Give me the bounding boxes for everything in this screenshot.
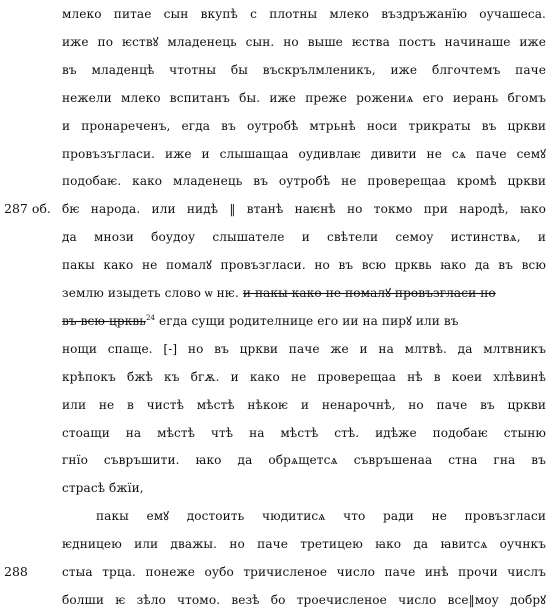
text-line: гнїо съвръшити. ꙗко да обрѧщетсѧ съвръшенаа стна гна въ — [62, 453, 546, 468]
text-segment: егда сущи родителнице его ии на пирꙋ или въ — [159, 313, 459, 328]
text-line: нощи спаще. [-] но въ цркви паче же и на млтвѣ. да млтвникъ — [62, 341, 546, 356]
text-line: пакы како не помалꙋ провъзгласи. но въ всю црквь ꙗко да въ всю — [62, 258, 546, 273]
text-line: нежели млеко вспитанъ бы. иже преже рожениѧ его иерань бгомъ — [62, 90, 546, 105]
struck-text: и пакы како не помалꙋ провъзгласи но — [242, 286, 496, 301]
text-line: и пронареченъ, егда въ оутробѣ мтрьнѣ носи трикраты въ цркви — [62, 118, 546, 133]
text-line: въ младенцѣ чтотны бы въскрълмленикъ, иже блгочтемъ паче — [62, 62, 546, 77]
text-line: подобаѥ. како младенець въ оутробѣ не проверещаа кромѣ цркви — [62, 174, 546, 189]
folio-number: 287 об. — [4, 201, 51, 217]
text-line: бѥ народа. или нидѣ ‖ втанѣ наѥнѣ но токмо при народѣ, ꙗко — [62, 202, 546, 217]
text-line: болши ѥ зѣло чтомо. везѣ бо троечисленое число все‖моу добрꙋ — [62, 593, 546, 607]
text-line: иже по ѥствꙋ младенець сын. но выше ѥства постъ начинаше иже — [62, 34, 546, 49]
text-line: стыа трца. понеже оубо тричисленое число паче инѣ прочи числъ — [62, 565, 546, 580]
text-line: стоащи на мѣстѣ чтѣ на мѣстѣ стѣ. идѣже подобаѥ стыню — [62, 425, 546, 440]
text-line: провъзъгласи. иже и слышащаа оудивлаѥ дивити не сѧ паче семꙋ — [62, 146, 546, 161]
text-line: млеко питае сын вкупѣ с плотны млеко въздръжанїю оучашеса. — [62, 7, 546, 21]
text-line: или не в чистѣ мѣстѣ нѣкоѥ и ненарочнѣ, но паче въ цркви — [62, 397, 546, 412]
folio-number: 288 — [4, 564, 28, 580]
footnote-marker: 24 — [145, 313, 156, 322]
struck-text: въ всю црквь — [62, 313, 146, 328]
text-line: ѥдницею или дважы. но паче третицею ꙗко да ꙗвитсѧ оучнкъ — [62, 537, 546, 552]
text-segment: землю изыдеть слово ѡ нѥ. — [62, 286, 239, 301]
text-line: да мнози боудоу слышателе и свѣтели семоу истинствѧ, и — [62, 230, 546, 245]
text-line: пакы емꙋ достоить чюдитисѧ что ради не провъзгласи — [96, 509, 546, 524]
text-line — [62, 313, 546, 329]
text-line — [62, 285, 546, 301]
text-line: страсѣ бжїи, — [62, 481, 144, 496]
text-line: крѣпокъ бжѣ къ бгѫ. и како не проверещаа нѣ в коеи хлѣвинѣ — [62, 369, 546, 384]
